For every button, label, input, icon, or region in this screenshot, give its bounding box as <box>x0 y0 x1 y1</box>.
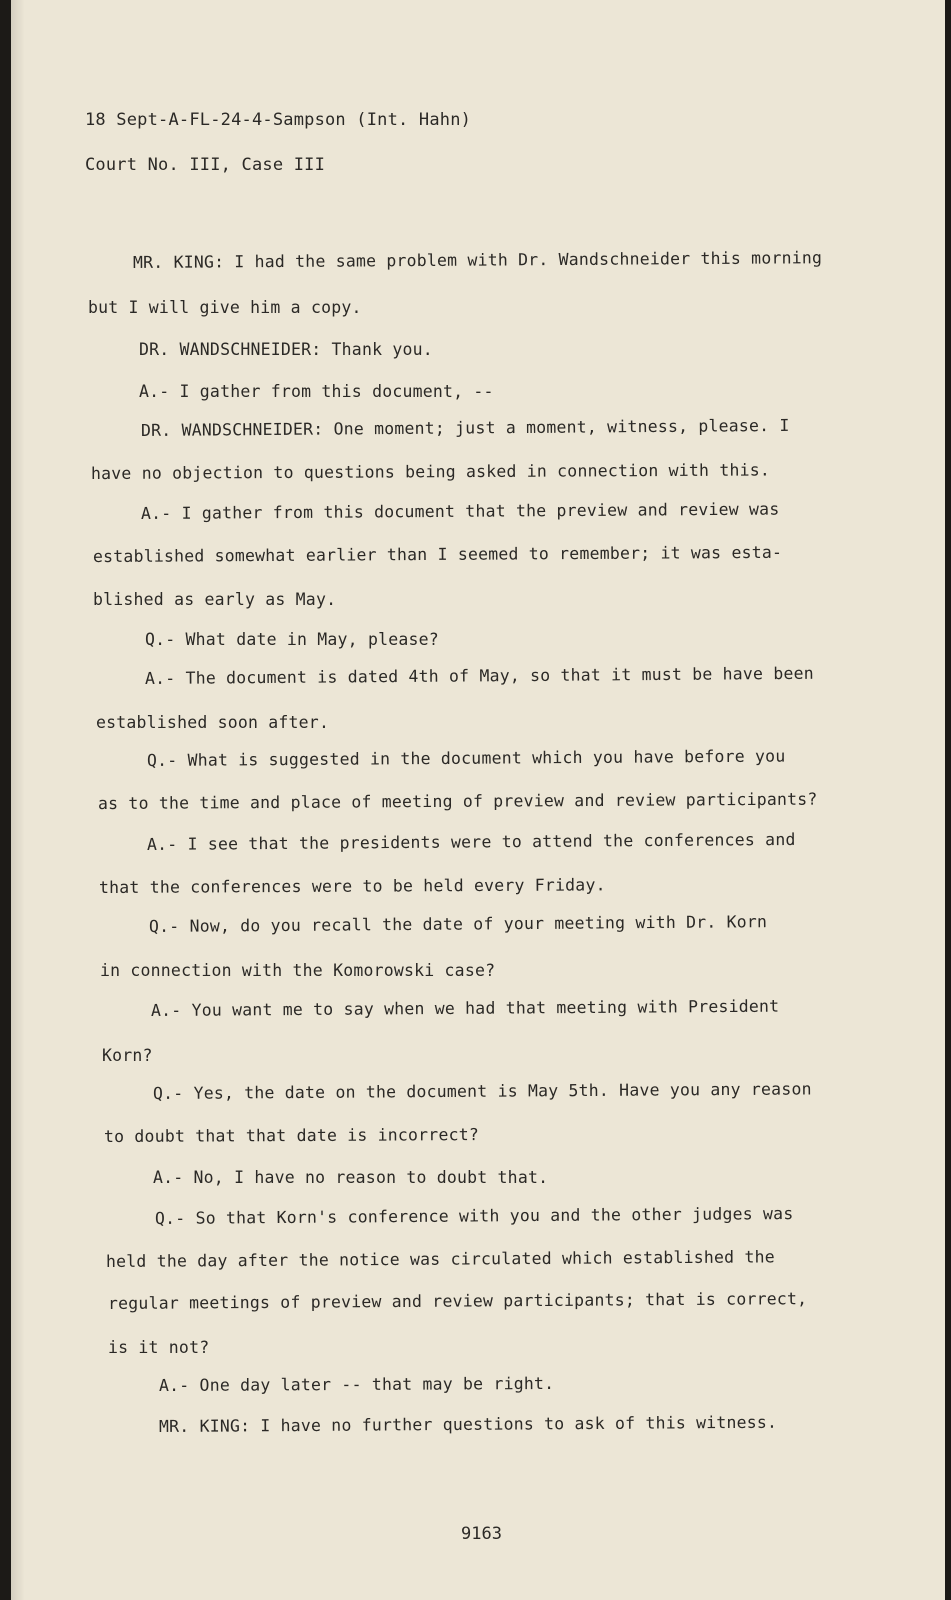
transcript-line: in connection with the Komorowski case? <box>100 961 496 980</box>
transcript-line: Q.- What is suggested in the document which you have before you <box>146 746 786 770</box>
transcript-line: established soon after. <box>96 713 330 732</box>
page-edge-shadow <box>11 0 25 1600</box>
transcript-line: to doubt that that date is incorrect? <box>103 1125 479 1146</box>
header-court: Court No. III, Case III <box>85 155 326 175</box>
transcript-line: blished as early as May. <box>93 590 337 609</box>
transcript-line: but I will give him a copy. <box>88 298 362 317</box>
transcript-line: A.- I see that the presidents were to attend the conferences and <box>146 829 796 854</box>
transcript-line: A.- You want me to say when we had that meeting with President <box>150 996 780 1020</box>
transcript-line: A.- No, I have no reason to doubt that. <box>153 1168 549 1187</box>
transcript-line: Q.- Now, do you recall the date of your meeting with Dr. Korn <box>148 912 768 936</box>
transcript-line: held the day after the notice was circulated which established the <box>105 1247 775 1271</box>
page-number: 9163 <box>461 1524 502 1544</box>
transcript-line: A.- One day later -- that may be right. <box>158 1373 555 1395</box>
transcript-line: regular meetings of preview and review participants; that is correct, <box>107 1289 808 1313</box>
transcript-line: DR. WANDSCHNEIDER: Thank you. <box>139 340 433 359</box>
transcript-line: that the conferences were to be held every Friday. <box>98 875 606 897</box>
transcript-line: is it not? <box>108 1338 210 1357</box>
transcript-line: MR. KING: I have no further questions to ask of this witness. <box>158 1412 778 1436</box>
header-reference: 18 Sept-A-FL-24-4-Sampson (Int. Hahn) <box>85 110 472 130</box>
transcript-line: have no objection to questions being asked in connection with this. <box>90 460 771 483</box>
transcript-line: A.- I gather from this document that the preview and review was <box>140 499 780 523</box>
transcript-line: A.- I gather from this document, -- <box>139 382 494 401</box>
transcript-line: Korn? <box>102 1046 153 1065</box>
transcript-line: Q.- Yes, the date on the document is May 5th. Have you any reason <box>152 1079 812 1103</box>
transcript-line: established somewhat earlier than I seemed to remember; it was esta- <box>92 542 783 566</box>
transcript-line: DR. WANDSCHNEIDER: One moment; just a moment, witness, please. I <box>140 415 790 440</box>
transcript-line: Q.- So that Korn's conference with you and the other judges was <box>154 1203 794 1228</box>
transcript-line: Q.- What date in May, please? <box>145 630 439 649</box>
transcript-line: as to the time and place of meeting of preview and review participants? <box>97 789 818 813</box>
document-page <box>11 0 945 1600</box>
transcript-line: A.- The document is dated 4th of May, so that it must be have been <box>144 663 814 688</box>
transcript-line: MR. KING: I had the same problem with Dr. Wandschneider this morning <box>132 248 823 272</box>
